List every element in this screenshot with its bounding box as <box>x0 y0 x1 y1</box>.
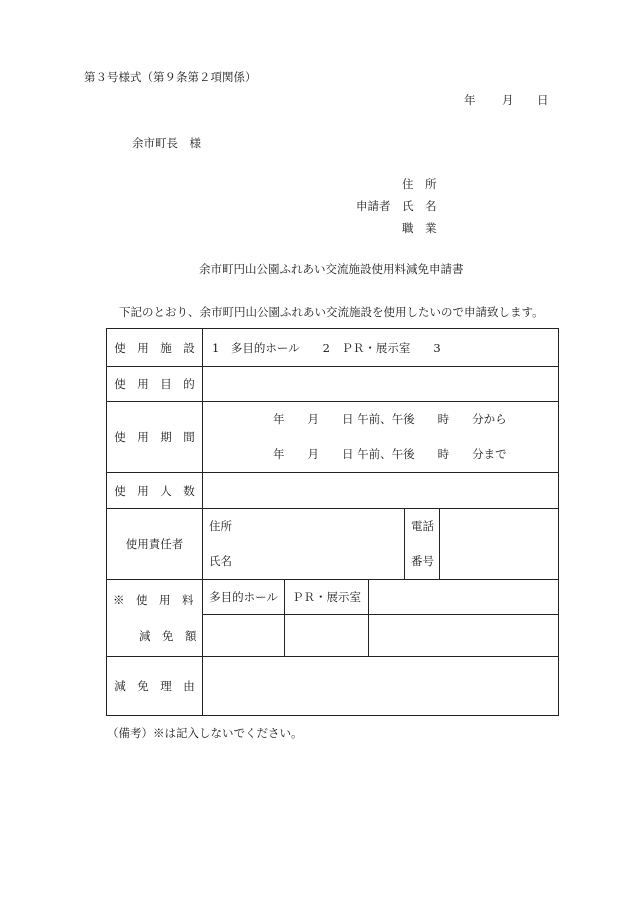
phone-field[interactable] <box>440 509 559 580</box>
responsible-address-label: 住所 <box>209 519 232 533</box>
reason-field[interactable] <box>203 657 559 716</box>
period-end-text: 年 月 日 午前、午後 時 分まで <box>273 447 507 461</box>
people-row <box>107 473 559 509</box>
fee-col2-label: ＰＲ・展示室 <box>285 580 369 615</box>
applicant-name-label: 氏 名 <box>402 199 437 213</box>
period-start-text: 年 月 日 午前、午後 時 分から <box>273 412 507 426</box>
applicant-address-label: 住 所 <box>402 177 437 191</box>
reduction-col3-field[interactable] <box>369 615 559 657</box>
reduction-col1-field[interactable] <box>203 615 285 657</box>
fee-col3-field[interactable] <box>369 580 559 615</box>
responsible-row <box>107 509 559 580</box>
people-field[interactable] <box>203 473 559 509</box>
form-number: 第３号様式（第９条第２項関係） <box>84 70 257 84</box>
fee-label: ※ 使 用 料 <box>113 593 194 607</box>
note-text: （備考）※は記入しないでください。 <box>107 726 303 740</box>
fee-row <box>107 580 559 615</box>
reduction-label: 減 免 額 <box>139 629 197 643</box>
facility-row <box>107 329 559 367</box>
purpose-row <box>107 367 559 402</box>
fee-col1-label: 多目的ホール <box>203 580 285 615</box>
responsible-field[interactable] <box>203 509 405 580</box>
reason-label: 減 免 理 由 <box>107 657 203 716</box>
period-field[interactable] <box>203 402 559 473</box>
intro-text: 下記のとおり、余市町円山公園ふれあい交流施設を使用したいので申請致します。 <box>119 305 544 319</box>
phone-label-2: 番号 <box>411 554 434 568</box>
purpose-field[interactable] <box>203 367 559 402</box>
phone-label-cell <box>405 509 440 580</box>
facility-label: 使 用 施 設 <box>107 329 203 367</box>
phone-label-1: 電話 <box>411 519 434 533</box>
people-label: 使 用 人 数 <box>107 473 203 509</box>
reduction-col2-field[interactable] <box>285 615 369 657</box>
date-month-label: 月 <box>502 93 514 107</box>
period-label: 使 用 期 間 <box>107 402 203 473</box>
period-row <box>107 402 559 473</box>
addressee: 余市町長 様 <box>132 136 201 150</box>
responsible-label: 使用責任者 <box>107 509 203 580</box>
reason-row <box>107 657 559 716</box>
applicant-group-label: 申請者 <box>356 199 391 213</box>
date-year-label: 年 <box>464 93 476 107</box>
application-table <box>106 328 559 716</box>
document-title: 余市町円山公園ふれあい交流施設使用料減免申請書 <box>199 262 464 276</box>
purpose-label: 使 用 目 的 <box>107 367 203 402</box>
responsible-name-label: 氏名 <box>209 554 232 568</box>
date-day-label: 日 <box>537 93 549 107</box>
applicant-occupation-label: 職 業 <box>402 221 437 235</box>
fee-label-cell <box>107 580 203 657</box>
facility-value: 1 多目的ホール 2 ＰＲ・展示室 3 <box>203 329 559 367</box>
